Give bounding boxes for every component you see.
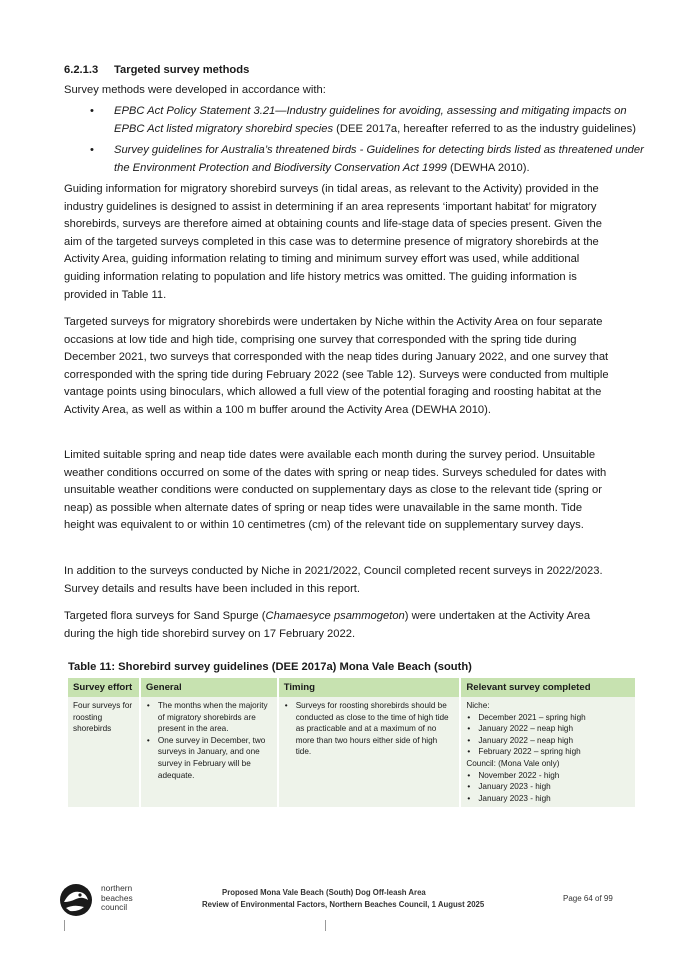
- paragraph-flora-surveys: Targeted flora surveys for Sand Spurge (Chamaesyce psammogeton) were undertaken at the Activity Area during the high tide shorebird survey on 17 February 2022.: [64, 610, 591, 640]
- reference-item: • EPBC Act Policy Statement 3.21—Industry guidelines for avoiding, assessing and mitigating impacts on EPBC Act listed migratory shorebird species (DEE 2017a, hereafter referred to as the industry guidelines): [90, 103, 645, 138]
- list-item: • Surveys for roosting shorebirds should be conducted as close to the time of high tide as practicable and at a maximum of no more than two hours either side of high tide.: [284, 700, 455, 758]
- paragraph-council-surveys: In addition to the surveys conducted by Niche in 2021/2022, Council completed recent surveys in 2022/2023. Survey details and results have been included in this report.: [64, 565, 603, 595]
- reference-list: [90, 103, 645, 181]
- page-number: Page 64 of 99: [563, 894, 613, 903]
- list-item: • One survey in December, two surveys in January, and one survey in February will be adequate.: [146, 735, 272, 781]
- survey-guidelines-table: [68, 678, 637, 807]
- section-number: 6.2.1.3: [64, 64, 99, 76]
- council-label: Council: (Mona Vale only): [466, 758, 560, 768]
- list-item: • January 2023 - high: [466, 781, 630, 793]
- paragraph-tide-dates: Limited suitable spring and neap tide dates were available each month during the survey period. Unsuitable weather conditions occurred on some of the dates with spring or neap tides. Surveys scheduled for dates with unsuitable weather conditions were conducted on supplementary days as close to the relevant tide (spring or neap) as possible when alternate dates of spring or neap tides were unavailable in the same month. Tide height was equivalent to or within 10 centimetres (cm) of the relevant tide on supplementary survey days.: [64, 449, 607, 532]
- paragraph-targeted-surveys: Targeted surveys for migratory shorebirds were undertaken by Niche within the Activity Area on four separate occasions at low tide and high tide, comprising one survey that corresponded with the spring tide during December 2021, two surveys that corresponded with the neap tides during January 2022, and one survey that corresponded with the spring tide during February 2022 (see Table 12). Surveys were conducted from multiple vantage points using binoculars, which allowed a full view of the potential foraging and roosting habitat at the Activity Area, as well as within a 100 m buffer around the Activity Area (DEWHA 2010).: [64, 316, 609, 416]
- table-header-row: [68, 678, 636, 697]
- cell-relevant-survey: [460, 697, 636, 807]
- cell-survey-effort: Four surveys for roosting shorebirds: [68, 697, 140, 807]
- footer-divider: [325, 920, 326, 931]
- table-caption: Table 11: Shorebird survey guidelines (DEE 2017a) Mona Vale Beach (south): [68, 661, 472, 673]
- column-header: Relevant survey completed: [460, 678, 636, 697]
- column-header: General: [140, 678, 278, 697]
- paragraph-guiding-info: Guiding information for migratory shorebird surveys (in tidal areas, as relevant to the Activity) provided in the industry guidelines is designed to assist in determining if an area represents ‘important habitat’ for migratory shorebirds, surveys are therefore aimed at obtaining counts and life-stage data of species present. Given the aim of the targeted surveys completed in this case was to determine presence of migratory shorebirds at the Activity Area, guiding information relating to timing and minimum survey effort was used, while additional guiding information relating to population and life history metrics was omitted. The guiding information is provided in Table 11.: [64, 183, 602, 301]
- logo-text: northern beaches council: [101, 883, 133, 913]
- list-item: • December 2021 – spring high: [466, 712, 630, 724]
- niche-label: Niche:: [466, 701, 490, 710]
- column-header: Survey effort: [68, 678, 140, 697]
- footer-divider: [64, 920, 65, 931]
- list-item: • January 2023 - high: [466, 793, 630, 805]
- list-item: • February 2022 – spring high: [466, 746, 630, 758]
- column-header: Timing: [278, 678, 461, 697]
- reference-item: • Survey guidelines for Australia’s threatened birds - Guidelines for detecting birds listed as threatened under the Environment Protection and Biodiversity Conservation Act 1999 (DEWHA 2010).: [90, 142, 645, 177]
- section-heading: [64, 64, 249, 76]
- section-title: Targeted survey methods: [114, 64, 250, 76]
- list-item: • January 2022 – neap high: [466, 723, 630, 735]
- cell-timing: [278, 697, 461, 807]
- intro-text: Survey methods were developed in accordance with:: [64, 84, 326, 96]
- footer-document-title: Proposed Mona Vale Beach (South) Dog Off-leash Area Review of Environmental Factors, Northern Beaches Council, 1 August 2025: [202, 888, 485, 909]
- table-row: [68, 697, 636, 807]
- list-item: • January 2022 – neap high: [466, 735, 630, 747]
- list-item: • November 2022 - high: [466, 770, 630, 782]
- cell-general: [140, 697, 278, 807]
- list-item: • The months when the majority of migratory shorebirds are present in the area.: [146, 700, 272, 735]
